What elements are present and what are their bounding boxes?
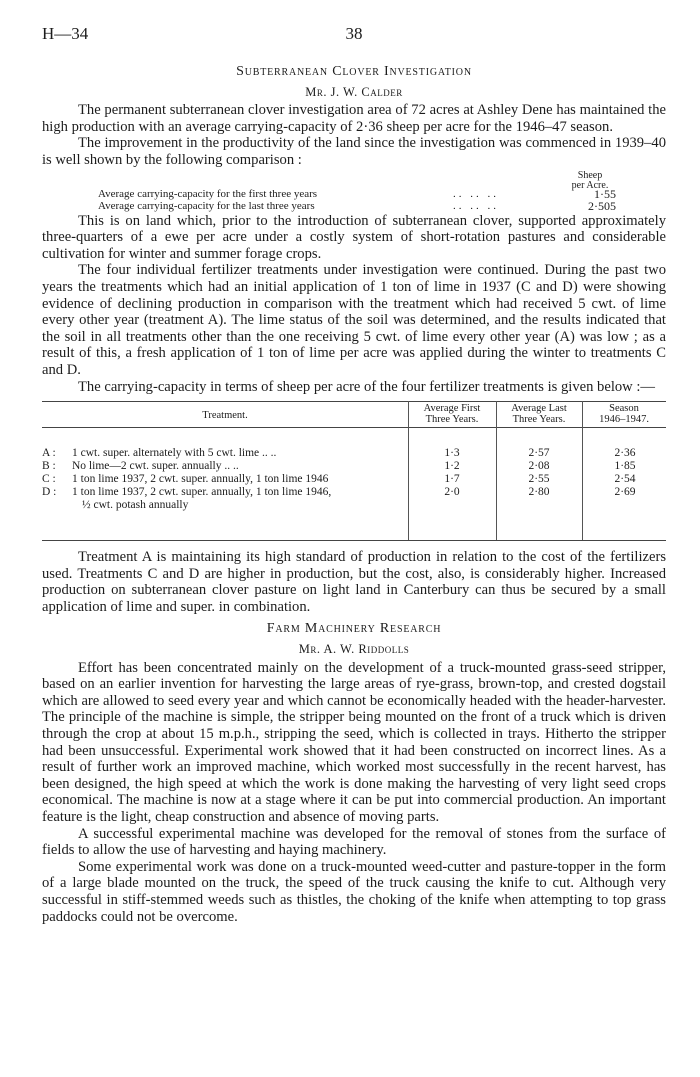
paragraph: The improvement in the productivity of the land since the investigation was commenced in 1939–40 is well shown by the following comparison :	[42, 135, 666, 168]
header-average-first: Average First Three Years.	[423, 403, 481, 426]
comparison-unit-header: Sheep per Acre.	[571, 169, 609, 192]
document-reference: H—34	[42, 24, 89, 43]
comparison-table	[42, 171, 666, 211]
table-header-rule	[42, 427, 666, 428]
section-heading-subterranean-clover: Subterranean Clover Investigation	[236, 64, 472, 79]
paragraph: This is on land which, prior to the introduction of subterranean clover, supported approximately three-quarters of a ewe per acre under a costly system of short-rotation pastures and considerable cultivation for winter and summer forage crops.	[42, 212, 666, 262]
section-author-calder: Mr. J. W. Calder	[305, 84, 403, 99]
paragraph: The carrying-capacity in terms of sheep per acre of the four fertilizer treatments is given below :—	[78, 378, 656, 395]
comparison-value: 2·505	[588, 198, 616, 213]
page-header	[42, 24, 666, 48]
paragraph: The permanent subterranean clover investigation area of 72 acres at Ashley Dene has maintained the high production with an average carrying-capacity of 2·36 sheep per acre for the 1946–47 season.	[42, 102, 666, 135]
paragraph: Some experimental work was done on a truck-mounted weed-cutter and pasture-topper in the form of a large blade mounted on the truck, the speed of the truck causing the knife to cut. Although very successful in stiff-stemmed weeds such as thistles, the choking of the knife when attempting to top grass paddocks could not be overcome.	[42, 858, 666, 925]
comparison-label: Average carrying-capacity for the first three years	[98, 187, 318, 200]
leader-dots: .. .. ..	[453, 199, 499, 212]
table-top-rule	[42, 401, 666, 402]
table-bottom-rule	[42, 540, 666, 541]
header-average-last: Average Last Three Years.	[511, 403, 567, 426]
page-number: 38	[345, 24, 363, 43]
section-author-riddolls: Mr. A. W. Riddolls	[298, 642, 410, 657]
paragraph: A successful experimental machine was developed for the removal of stones from the surface of fields to allow the use of harvesting and haying machinery.	[42, 825, 666, 859]
paragraph: The four individual fertilizer treatments under investigation were continued. During the past two years the treatments which had an initial application of 1 ton of lime in 1937 (C and D) were showing evidence of declining production in comparison with the treatment which had received 5 cwt. of lime every other year (treatment A). The lime status of the soil was determined, and the results indicated that the soil in all treatments other than the one receiving 5 cwt. of lime every other year (A) was low ; as a result of this, a fresh application of 1 ton of lime per acre was applied during the winter to treatments C and D.	[42, 262, 666, 378]
comparison-value: 1·55	[594, 186, 616, 201]
leader-dots: .. .. ..	[453, 187, 499, 200]
fertilizer-treatment-table: Treatment. Average First Three Years. Average Last Three Years. Season 1946–1947. A : 1 cwt. super. alternately with 5 cwt. lime .. .. 1·3 2·57 2·36 B : No lime—2 cwt. super. annually .. .. 1·2 2·08 1·85 C : 1 ton lime 1937, 2 cwt. super. annually, 1 ton lime 1946 1·7 2·55 2·54 D : 1 ton lime 1937, 2 cwt. super. annually, 1 ton lime 1946, ½ cwt. potash annually 2·0 2·80 2·69	[42, 401, 666, 541]
section-heading-farm-machinery: Farm Machinery Research	[266, 621, 442, 637]
comparison-label: Average carrying-capacity for the last three years	[98, 199, 315, 212]
header-season: Season 1946–1947.	[599, 403, 649, 426]
paragraph: Effort has been concentrated mainly on the development of a truck-mounted grass-seed stripper, based on an earlier invention for harvesting the large areas of rye-grass, brown-top, and crested dogstail which are allowed to seed every year and which cannot be economically headed with the header-harvester. The principle of the machine is simple, the stripper being mounted on the front of a truck which is driven through the crop at about 15 m.p.h., stripping the seed, which is collected in trays. Hitherto the stripper had been unsuccessful. Experimental work showed that it had been constructed on incorrect lines. As a result of further work an improved machine, which worked most successfully in the recent harvest, has been designed, the high speed at which the work is done making the harvesting of very light seed crops economical. The machine is now at a stage where it can be put into commercial production. An important feature is the light, cheap construction and absence of moving parts.	[42, 659, 666, 825]
header-treatment: Treatment.	[202, 410, 248, 422]
paragraph: Treatment A is maintaining its high standard of production in relation to the cost of the fertilizers used. Treatments C and D are higher in production, but the cost, also, is considerably higher. Increased production on subterranean clover pasture on light land in Canterbury can thus be secured by a small application of lime and super. in combination.	[42, 549, 666, 615]
